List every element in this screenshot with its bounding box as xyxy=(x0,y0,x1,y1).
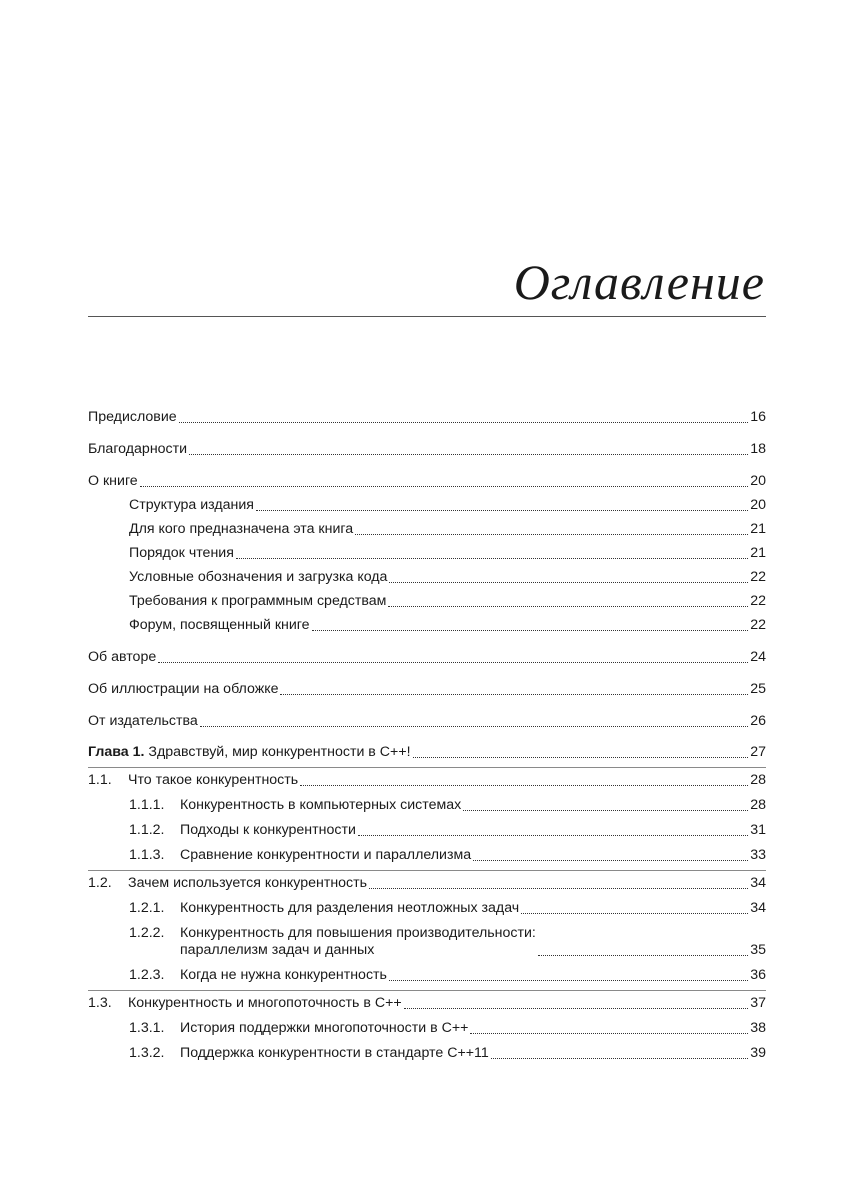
toc-label: От издательства xyxy=(88,713,198,729)
toc-page: 16 xyxy=(750,409,766,425)
toc-entry-subsection[interactable] xyxy=(88,797,766,814)
dot-leader xyxy=(369,888,748,889)
dot-leader xyxy=(538,955,748,956)
toc-entry-sub[interactable] xyxy=(88,521,766,538)
toc-entry-sub[interactable] xyxy=(88,569,766,586)
toc-page: 28 xyxy=(750,772,766,788)
toc-entry-section[interactable] xyxy=(88,772,766,789)
toc-entry-subsection[interactable] xyxy=(88,822,766,839)
section-number: 1.3.2. xyxy=(129,1045,165,1061)
toc-page: 24 xyxy=(750,649,766,665)
toc-entry-preface[interactable] xyxy=(88,409,766,426)
toc-label: Зачем используется конкурентность xyxy=(128,875,368,891)
section-number: 1.2. xyxy=(88,875,112,891)
toc-page: 34 xyxy=(750,900,766,916)
toc-label xyxy=(88,744,411,761)
chapter-prefix: Глава 1. xyxy=(88,744,145,760)
dot-leader xyxy=(140,486,749,487)
dot-leader xyxy=(256,510,748,511)
section-number: 1.2.1. xyxy=(129,900,165,916)
toc-entry-section[interactable] xyxy=(88,995,766,1012)
chapter-title: Здравствуй, мир конкурентности в C++! xyxy=(144,744,411,760)
toc-label-line-2: параллелизм задач и данных xyxy=(180,942,375,958)
toc-page: 28 xyxy=(750,797,766,813)
dot-leader xyxy=(491,1058,748,1059)
toc-page: 26 xyxy=(750,713,766,729)
section-number: 1.3.1. xyxy=(129,1020,165,1036)
toc-entry-subsection[interactable] xyxy=(88,925,766,959)
section-number: 1.1.2. xyxy=(129,822,165,838)
toc-entry-about-book[interactable] xyxy=(88,473,766,490)
table-of-contents xyxy=(88,409,766,1062)
toc-entry-subsection[interactable] xyxy=(88,847,766,864)
chapter-divider xyxy=(88,767,766,768)
toc-label: Когда не нужна конкурентность xyxy=(180,967,387,983)
section-divider xyxy=(88,990,766,991)
toc-page: 34 xyxy=(750,875,766,891)
toc-label: О книге xyxy=(88,473,138,489)
toc-label: Об иллюстрации на обложке xyxy=(88,681,279,697)
dot-leader xyxy=(521,913,748,914)
toc-page: 20 xyxy=(750,473,766,489)
toc-label: Конкурентность в компьютерных системах xyxy=(180,797,462,813)
dot-leader xyxy=(473,860,748,861)
toc-entry-subsection[interactable] xyxy=(88,900,766,917)
toc-entry-acknowledgements[interactable] xyxy=(88,441,766,458)
toc-page: 33 xyxy=(750,847,766,863)
toc-label: Для кого предназначена эта книга xyxy=(129,521,354,537)
toc-page: 18 xyxy=(750,441,766,457)
toc-label-line-1: Конкурентность для повышения производительности: xyxy=(180,925,536,941)
section-number: 1.1.1. xyxy=(129,797,165,813)
dot-leader xyxy=(389,980,748,981)
dot-leader xyxy=(463,810,748,811)
toc-entry-about-author[interactable] xyxy=(88,649,766,666)
dot-leader xyxy=(312,630,749,631)
toc-entry-chapter-1[interactable] xyxy=(88,744,766,761)
toc-entry-publisher[interactable] xyxy=(88,713,766,730)
toc-label: Сравнение конкурентности и параллелизма xyxy=(180,847,472,863)
dot-leader xyxy=(470,1033,748,1034)
dot-leader xyxy=(413,757,749,758)
dot-leader xyxy=(280,694,748,695)
toc-page: 21 xyxy=(750,545,766,561)
toc-label: История поддержки многопоточности в C++ xyxy=(180,1020,469,1036)
section-number: 1.1. xyxy=(88,772,112,788)
toc-entry-sub[interactable] xyxy=(88,617,766,634)
toc-entry-sub[interactable] xyxy=(88,545,766,562)
dot-leader xyxy=(358,835,748,836)
dot-leader xyxy=(200,726,748,727)
toc-page: 38 xyxy=(750,1020,766,1036)
toc-label xyxy=(180,925,536,959)
dot-leader xyxy=(404,1008,749,1009)
toc-label: Условные обозначения и загрузка кода xyxy=(129,569,388,585)
toc-entry-subsection[interactable] xyxy=(88,967,766,984)
toc-entry-sub[interactable] xyxy=(88,593,766,610)
section-number: 1.2.2. xyxy=(129,925,165,941)
dot-leader xyxy=(236,558,748,559)
toc-page: 20 xyxy=(750,497,766,513)
section-number: 1.3. xyxy=(88,995,112,1011)
toc-entry-section[interactable] xyxy=(88,875,766,892)
toc-label: Поддержка конкурентности в стандарте C++11 xyxy=(180,1045,489,1061)
toc-entry-sub[interactable] xyxy=(88,497,766,514)
section-number: 1.1.3. xyxy=(129,847,165,863)
toc-label: Подходы к конкурентности xyxy=(180,822,356,838)
toc-entry-cover-illustration[interactable] xyxy=(88,681,766,698)
toc-label: Что такое конкурентность xyxy=(128,772,299,788)
toc-entry-subsection[interactable] xyxy=(88,1020,766,1037)
toc-label: Конкурентность для разделения неотложных задач xyxy=(180,900,520,916)
toc-label: Конкурентность и многопоточность в C++ xyxy=(128,995,402,1011)
toc-page: 22 xyxy=(750,569,766,585)
toc-label: Предисловие xyxy=(88,409,177,425)
toc-entry-subsection[interactable] xyxy=(88,1045,766,1062)
toc-page: 27 xyxy=(750,744,766,760)
toc-page: 39 xyxy=(750,1045,766,1061)
toc-page: 36 xyxy=(750,967,766,983)
dot-leader xyxy=(179,422,749,423)
title-divider xyxy=(88,316,766,317)
toc-page: 35 xyxy=(750,942,766,958)
dot-leader xyxy=(158,662,748,663)
toc-page: 22 xyxy=(750,593,766,609)
dot-leader xyxy=(355,534,748,535)
toc-page: 22 xyxy=(750,617,766,633)
dot-leader xyxy=(389,582,748,583)
toc-label: Об авторе xyxy=(88,649,157,665)
dot-leader xyxy=(300,785,748,786)
section-number: 1.2.3. xyxy=(129,967,165,983)
toc-label: Порядок чтения xyxy=(129,545,234,561)
toc-label: Благодарности xyxy=(88,441,188,457)
toc-page: 25 xyxy=(750,681,766,697)
dot-leader xyxy=(189,454,748,455)
toc-page: 31 xyxy=(750,822,766,838)
toc-label: Форум, посвященный книге xyxy=(129,617,310,633)
toc-page: 37 xyxy=(750,995,766,1011)
toc-page: 21 xyxy=(750,521,766,537)
toc-label: Требования к программным средствам xyxy=(129,593,387,609)
toc-label: Структура издания xyxy=(129,497,254,513)
page-title: Оглавление xyxy=(513,254,765,310)
dot-leader xyxy=(388,606,748,607)
section-divider xyxy=(88,870,766,871)
